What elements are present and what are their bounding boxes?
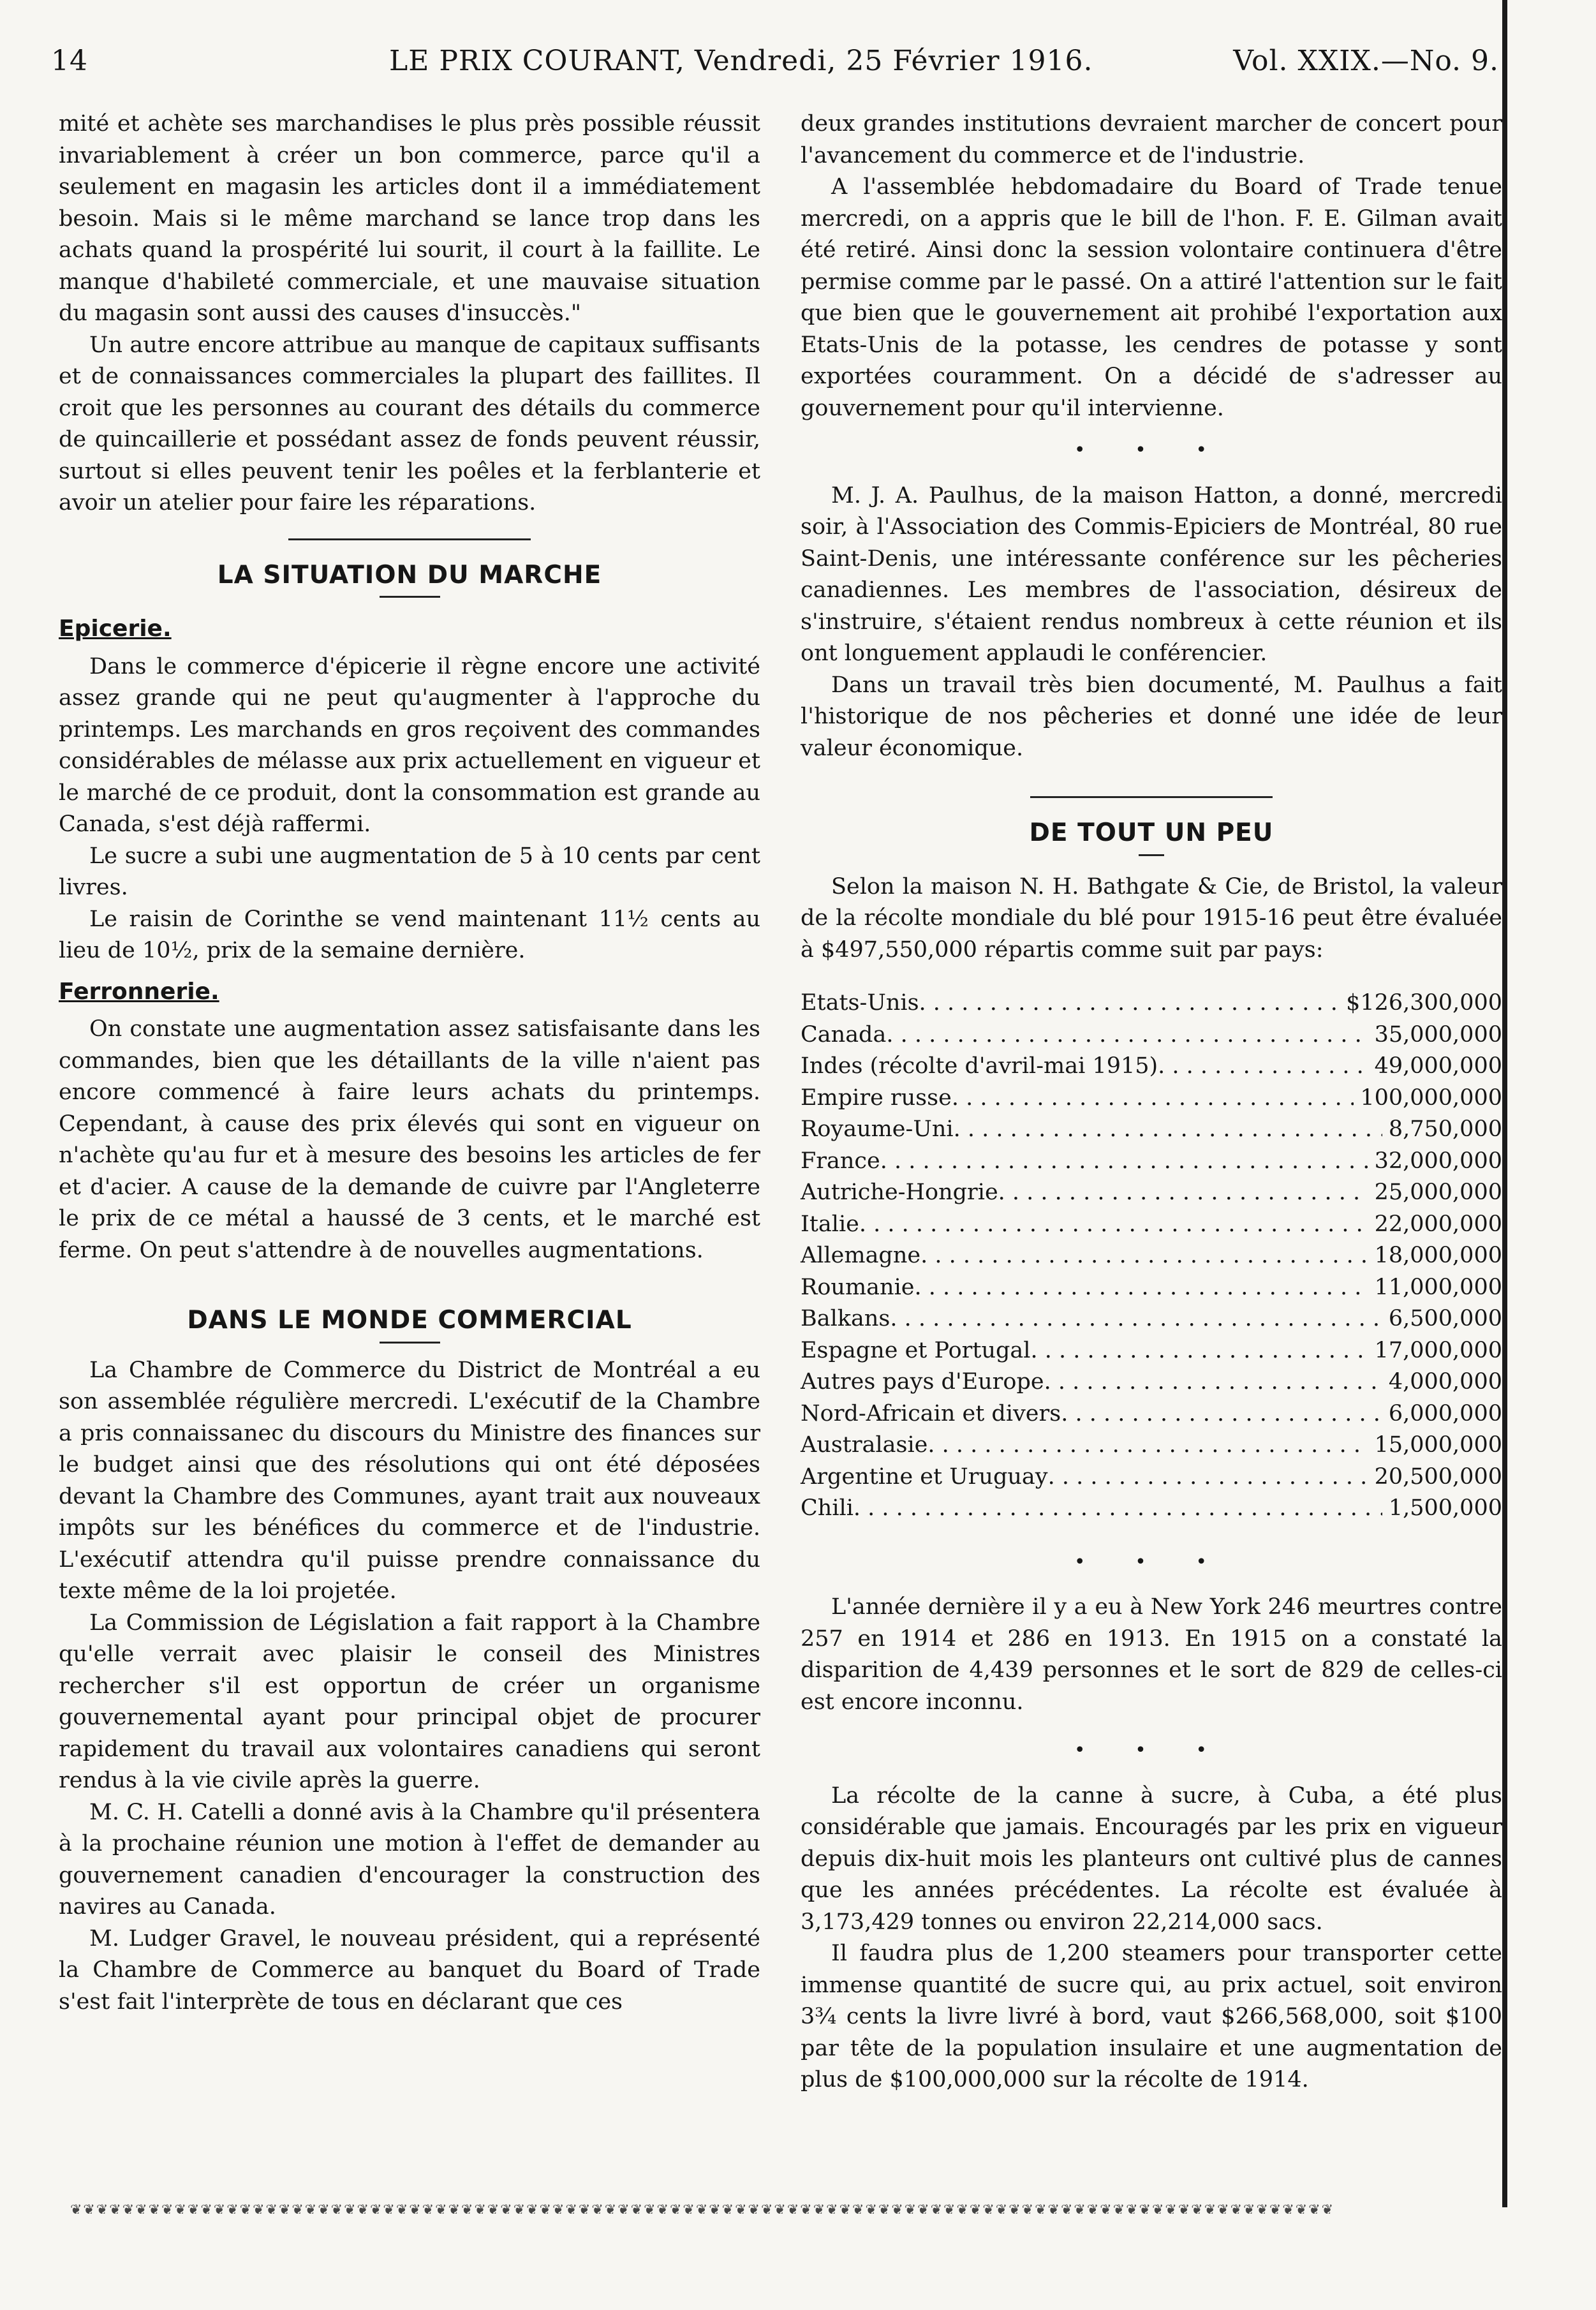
heading-underline (380, 1342, 440, 1344)
table-row (801, 1146, 1502, 1178)
section-heading-tout: DE TOUT UN PEU (1029, 818, 1274, 847)
dot-leader (954, 1114, 1382, 1146)
harvest-value: 32,000,000 (1374, 1148, 1502, 1174)
paragraph: deux grandes institutions devraient marcher de concert pour l'avancement du commerce et de l'industrie. (801, 111, 1502, 168)
table-row (801, 1114, 1502, 1146)
dot-leader (927, 1430, 1368, 1462)
harvest-value: 6,500,000 (1388, 1306, 1502, 1331)
table-row (801, 1272, 1502, 1304)
harvest-value: 17,000,000 (1374, 1337, 1502, 1363)
page-number: 14 (51, 45, 88, 77)
footer-ornament: ❦❦❦❦❦❦❦❦❦❦❦❦❦❦❦❦❦❦❦❦❦❦❦❦❦❦❦❦❦❦❦❦❦❦❦❦❦❦❦❦❦❦❦❦❦❦❦❦❦❦❦❦❦❦❦❦❦❦❦❦❦❦❦❦❦❦❦❦❦❦❦❦❦❦❦❦❦❦❦❦❦❦❦❦❦❦❦❦❦❦❦❦❦❦❦❦❦ (70, 2202, 1335, 2214)
country-name: Australasie (801, 1432, 928, 1458)
harvest-value: 25,000,000 (1374, 1180, 1502, 1205)
harvest-value: 15,000,000 (1374, 1432, 1502, 1458)
paragraph: Un autre encore attribue au manque de capitaux suffisants et de connaissances commerciales la plupart des faillites. Il croit que les personnes au courant des détails du commerce de quincaillerie et possédant assez de fonds peuvent réussir, surtout si elles peuvent tenir les poêles et la ferblanterie et avoir un atelier pour faire les réparations. (59, 332, 760, 515)
section-divider (1030, 796, 1273, 798)
section-separator-stars: • • • (1074, 1739, 1229, 1761)
paragraph: La Commission de Législation a fait rapport à la Chambre qu'elle verrait avec plaisir le conseil des Ministres rechercher s'il est opportun de créer un organisme gouvernemental ayant pour principal objet de procurer rapidement du travail aux volontaires canadiens qui seront rendus à la vie civile après la guerre. (59, 1610, 760, 1793)
table-row (801, 1209, 1502, 1241)
dot-leader (998, 1177, 1368, 1209)
volume-number: Vol. XXIX.—No. 9. (1233, 45, 1499, 77)
subheading-epicerie: Epicerie. (59, 616, 172, 642)
country-name: Canada (801, 1021, 887, 1048)
heading-underline (1139, 854, 1164, 856)
paragraph: Le raisin de Corinthe se vend maintenant 11½ cents au lieu de 10½, prix de la semaine dernière. (59, 906, 760, 963)
table-row (801, 1019, 1502, 1051)
harvest-value: 100,000,000 (1360, 1085, 1502, 1111)
paragraph: La récolte de la canne à sucre, à Cuba, a été plus considérable que jamais. Encouragés par les prix en vigueur depuis dix-huit mois les planteurs ont cultivé plus de cannes que les années précédentes. La récolte est évaluée à 3,173,429 tonnes ou environ 22,214,000 sacs. (801, 1782, 1502, 1935)
wheat-harvest-table (801, 988, 1502, 1525)
country-name: Autriche-Hongrie (801, 1180, 998, 1205)
harvest-value: 35,000,000 (1374, 1021, 1502, 1048)
dot-leader (920, 1240, 1368, 1272)
paragraph: M. C. H. Catelli a donné avis à la Chambre qu'il présentera à la prochaine réunion une motion à l'effet de demander au gouvernement canadien d'encourager la construction des navires au Canada. (59, 1799, 760, 1920)
country-name: Indes (récolte d'avril-mai 1915) (801, 1053, 1158, 1079)
table-row (801, 1398, 1502, 1430)
harvest-value: 20,500,000 (1374, 1463, 1502, 1490)
country-name: Espagne et Portugal (801, 1337, 1031, 1363)
section-separator-stars: • • • (1074, 1550, 1229, 1573)
harvest-value: 1,500,000 (1388, 1495, 1502, 1521)
subheading-ferronnerie: Ferronnerie. (59, 978, 219, 1005)
paragraph: Dans le commerce d'épicerie il règne encore une activité assez grande qui ne peut qu'augmenter à l'approche du printemps. Les marchands en gros reçoivent des commandes considérables de mélasse aux prix actuellement en vigueur et le marché de ce produit, dont la consommation est grande au Canada, s'est déjà raffermi. (59, 653, 760, 837)
harvest-value: 6,000,000 (1388, 1400, 1502, 1426)
paragraph: Le sucre a subi une augmentation de 5 à 10 cents par cent livres. (59, 843, 760, 900)
left-column (59, 108, 760, 2018)
paragraph: M. Ludger Gravel, le nouveau président, qui a représenté la Chambre de Commerce au banquet du Board of Trade s'est fait l'interprète de tous en déclarant que ces (59, 1925, 760, 2015)
country-name: France (801, 1148, 880, 1174)
dot-leader (914, 1272, 1368, 1304)
harvest-value: 49,000,000 (1374, 1053, 1502, 1079)
table-row (801, 1335, 1502, 1367)
country-name: Chili (801, 1495, 853, 1521)
page-header (51, 45, 1499, 89)
table-row (801, 1177, 1502, 1209)
table-row (801, 1240, 1502, 1272)
country-name: Allemagne (801, 1243, 921, 1268)
harvest-value: 11,000,000 (1374, 1274, 1502, 1300)
dot-leader (952, 1083, 1354, 1114)
section-heading-situation: LA SITUATION DU MARCHE (217, 560, 602, 589)
harvest-value: $126,300,000 (1346, 990, 1502, 1016)
publication-title: LE PRIX COURANT, Vendredi, 25 Février 1916. (389, 45, 1093, 77)
paragraph: Selon la maison N. H. Bathgate & Cie, de Bristol, la valeur de la récolte mondiale du blé pour 1915-16 peut être évaluée à $497,550,000 répartis comme suit par pays: (801, 873, 1502, 963)
section-separator-stars: • • • (1074, 439, 1229, 461)
harvest-value: 8,750,000 (1388, 1116, 1502, 1142)
country-name: Royaume-Uni (801, 1116, 954, 1142)
paragraph: Dans un travail très bien documenté, M. Paulhus a fait l'historique de nos pêcheries et donné une idée de leur valeur économique. (801, 672, 1502, 761)
table-row (801, 1493, 1502, 1525)
paragraph: On constate une augmentation assez satisfaisante dans les commandes, bien que les détaillants de la ville n'aient pas encore commencé à faire leurs achats du printemps. Cependant, à cause des prix élevés qui sont en vigueur on n'achète qu'au fur et à mesure des besoins les articles de fer et d'acier. A cause de la demande de cuivre par l'Angleterre le prix de ce métal a haussé de 3 cents, et le marché est ferme. On peut s'attendre à de nouvelles augmentations. (59, 1016, 760, 1263)
country-name: Argentine et Uruguay (801, 1463, 1048, 1490)
country-name: Empire russe (801, 1085, 952, 1111)
paragraph: L'année dernière il y a eu à New York 246 meurtres contre 257 en 1914 et 286 en 1913. En 1915 on a constaté la disparition de 4,439 personnes et le sort de 829 de celles-ci est encore inconnu. (801, 1594, 1502, 1715)
country-name: Balkans (801, 1306, 890, 1331)
paragraph: M. J. A. Paulhus, de la maison Hatton, a donné, mercredi soir, à l'Association des Commis-Epiciers de Montréal, 80 rue Saint-Denis, une intéressante conférence sur les pêcheries canadiennes. Les membres de l'association, désireux de s'instruire, s'étaient rendus nombreux à cette réunion et ils ont longuement applaudi le conférencier. (801, 482, 1502, 666)
table-row (801, 1366, 1502, 1398)
dot-leader (890, 1303, 1382, 1335)
table-row (801, 1430, 1502, 1462)
table-row (801, 988, 1502, 1019)
dot-leader (886, 1019, 1368, 1051)
dot-leader (1048, 1462, 1368, 1493)
heading-underline (380, 596, 440, 598)
harvest-value: 4,000,000 (1388, 1369, 1502, 1395)
harvest-value: 18,000,000 (1374, 1243, 1502, 1268)
dot-leader (853, 1493, 1382, 1525)
paragraph: Il faudra plus de 1,200 steamers pour transporter cette immense quantité de sucre qui, au prix actuel, soit environ 3¾ cents la livre livré à bord, vaut $266,568,000, soit $100 par tête de la population insulaire et une augmentation de plus de $100,000,000 sur la récolte de 1914. (801, 1941, 1502, 2092)
country-name: Etats-Unis (801, 990, 919, 1016)
paragraph: mité et achète ses marchandises le plus près possible réussit invariablement à créer un bon commerce, parce qu'il a seulement en magasin les articles dont il a immédiatement besoin. Mais si le même marchand se lance trop dans les achats quand la prospérité lui sourit, il court à la faillite. Le manque d'habileté commerciale, et une mauvaise situation du magasin sont aussi des causes d'insuccès." (59, 111, 760, 326)
dot-leader (880, 1146, 1368, 1178)
country-name: Autres pays d'Europe (801, 1369, 1044, 1395)
section-heading-monde: DANS LE MONDE COMMERCIAL (187, 1306, 632, 1335)
dot-leader (1061, 1398, 1382, 1430)
country-name: Italie (801, 1211, 859, 1237)
dot-leader (1044, 1366, 1382, 1398)
section-divider (288, 538, 531, 540)
harvest-value: 22,000,000 (1374, 1211, 1502, 1237)
paragraph: La Chambre de Commerce du District de Montréal a eu son assemblée régulière mercredi. L'exécutif de la Chambre a pris connaissanec du discours du Ministre des finances sur le budget ainsi que des résolutions qui ont été déposées devant la Chambre des Communes, ayant trait aux nouveaux impôts sur les bénéfices du commerce et de l'industrie. L'exécutif attendra qu'il puisse prendre connaissance du texte même de la loi projetée. (59, 1357, 760, 1604)
dot-leader (859, 1209, 1368, 1241)
table-row (801, 1083, 1502, 1114)
table-row (801, 1303, 1502, 1335)
paragraph: A l'assemblée hebdomadaire du Board of Trade tenue mercredi, on a appris que le bill de l'hon. F. E. Gilman avait été retiré. Ainsi donc la session volontaire continuera d'être permise comme par le passé. On a attiré l'attention sur le fait que bien que le gouvernement ait prohibé l'exportation aux Etats-Unis de la potasse, les cendres de potasse y sont exportées couramment. On a décidé de s'adresser au gouvernement pour qu'il intervienne. (801, 174, 1502, 421)
table-row (801, 1462, 1502, 1493)
dot-leader (919, 988, 1340, 1019)
page-edge-rule (1502, 0, 1507, 2207)
right-column (801, 108, 1502, 2096)
country-name: Nord-Africain et divers (801, 1400, 1061, 1426)
country-name: Roumanie (801, 1274, 915, 1300)
dot-leader (1158, 1051, 1368, 1083)
dot-leader (1030, 1335, 1368, 1367)
table-row (801, 1051, 1502, 1083)
